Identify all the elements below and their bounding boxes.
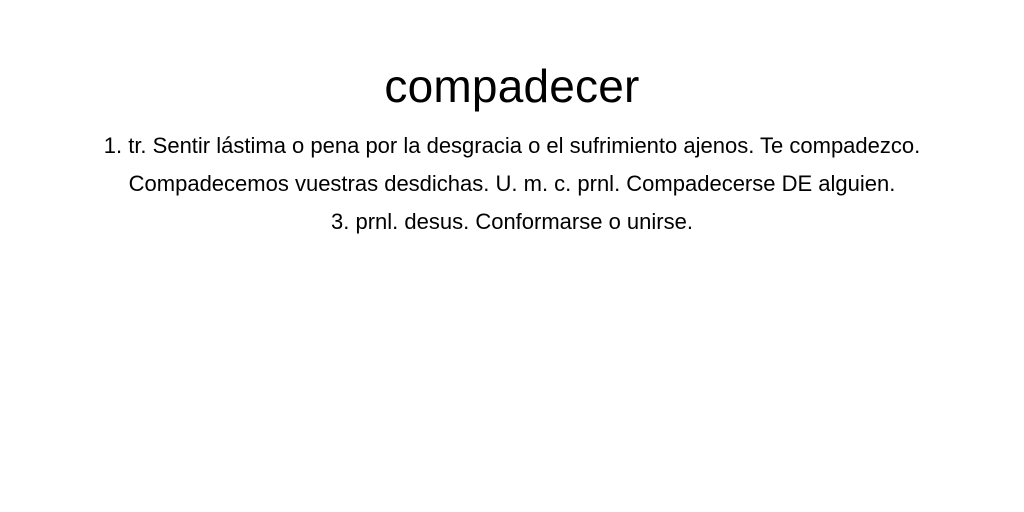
definition-item: 3. prnl. desus. Conformarse o unirse. bbox=[331, 209, 693, 234]
definition-item: 1. tr. Sentir lástima o pena por la desgracia o el sufrimiento ajenos. Te compadezco. Compadecemos vuestras desdichas. U. m. c. prnl. Compadecerse DE alguien. bbox=[103, 133, 921, 196]
headword: compadecer bbox=[384, 60, 640, 112]
definition-list bbox=[30, 127, 994, 241]
